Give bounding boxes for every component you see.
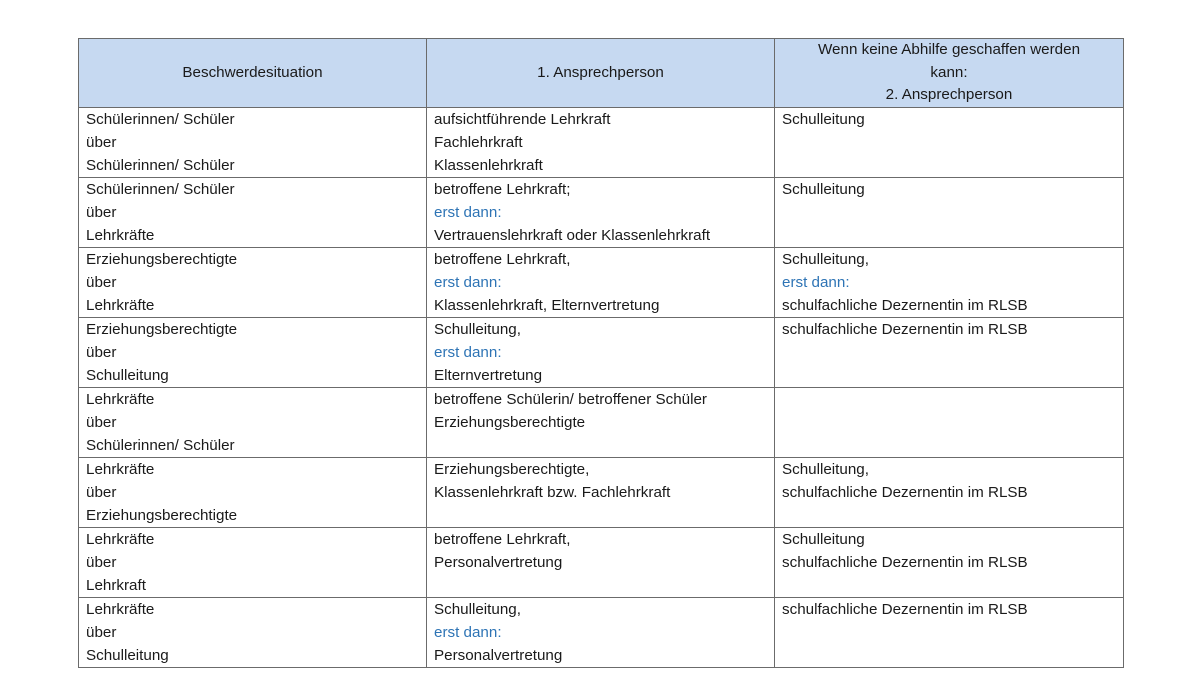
table-row	[79, 318, 1124, 388]
cell-line: betroffene Lehrkraft;	[434, 181, 571, 198]
cell-line: Schulleitung	[86, 367, 169, 384]
cell-line: Klassenlehrkraft bzw. Fachlehrkraft	[434, 484, 671, 501]
complaint-contacts-table	[78, 38, 1124, 668]
cell-line: schulfachliche Dezernentin im RLSB	[782, 601, 1028, 618]
second-contact-cell	[775, 178, 1124, 248]
table-row	[79, 388, 1124, 458]
cell-line: Erziehungsberechtigte	[86, 251, 238, 268]
cell-line: Lehrkräfte	[86, 461, 155, 478]
cell-line: betroffene Lehrkraft,	[434, 251, 571, 268]
first-contact-cell	[427, 598, 775, 668]
table-header-row	[79, 39, 1124, 108]
cell-line: über	[86, 204, 117, 221]
complaint-situation-cell	[79, 388, 427, 458]
followup-label: erst dann:	[434, 624, 502, 641]
cell-line: Lehrkräfte	[86, 531, 155, 548]
table-row	[79, 248, 1124, 318]
cell-line: Schülerinnen/ Schüler	[86, 437, 235, 454]
table-row	[79, 528, 1124, 598]
first-contact-cell	[427, 528, 775, 598]
cell-line: betroffene Schülerin/ betroffener Schüler	[434, 391, 707, 408]
cell-line: Schulleitung,	[782, 251, 869, 268]
cell-line: Schulleitung	[86, 647, 169, 664]
cell-line: Schülerinnen/ Schüler	[86, 111, 235, 128]
table-row	[79, 458, 1124, 528]
complaint-situation-cell	[79, 178, 427, 248]
cell-line: Klassenlehrkraft, Elternvertretung	[434, 297, 660, 314]
table-row	[79, 108, 1124, 178]
first-contact-cell	[427, 388, 775, 458]
cell-line: Personalvertretung	[434, 647, 563, 664]
cell-line: über	[86, 344, 117, 361]
cell-line: Lehrkräfte	[86, 601, 155, 618]
cell-line: über	[86, 624, 117, 641]
complaint-situation-cell	[79, 528, 427, 598]
header-line: kann:	[930, 63, 968, 81]
cell-line: Personalvertretung	[434, 554, 563, 571]
cell-line: Schülerinnen/ Schüler	[86, 181, 235, 198]
header-second-contact	[775, 39, 1124, 108]
cell-line: schulfachliche Dezernentin im RLSB	[782, 297, 1028, 314]
cell-line: Lehrkräfte	[86, 391, 155, 408]
first-contact-cell	[427, 318, 775, 388]
cell-line: über	[86, 414, 117, 431]
cell-line: Fachlehrkraft	[434, 134, 523, 151]
cell-line: Schulleitung,	[782, 461, 869, 478]
cell-line: über	[86, 134, 117, 151]
second-contact-cell	[775, 528, 1124, 598]
complaint-situation-cell	[79, 248, 427, 318]
complaint-situation-cell	[79, 318, 427, 388]
followup-label: erst dann:	[434, 204, 502, 221]
cell-line: Elternvertretung	[434, 367, 543, 384]
cell-line: Schulleitung,	[434, 601, 521, 618]
cell-line: Vertrauenslehrkraft oder Klassenlehrkraft	[434, 227, 711, 244]
cell-line: über	[86, 484, 117, 501]
cell-line: Lehrkräfte	[86, 297, 155, 314]
cell-line: Schulleitung,	[434, 321, 521, 338]
second-contact-cell	[775, 598, 1124, 668]
second-contact-cell	[775, 388, 1124, 458]
header-line: 2. Ansprechperson	[885, 86, 1013, 104]
header-line: 1. Ansprechperson	[537, 63, 664, 81]
first-contact-cell	[427, 178, 775, 248]
cell-line: Schulleitung	[782, 531, 865, 548]
cell-line: betroffene Lehrkraft,	[434, 531, 571, 548]
cell-line: schulfachliche Dezernentin im RLSB	[782, 484, 1028, 501]
cell-line: Lehrkraft	[86, 577, 146, 594]
cell-line: Klassenlehrkraft	[434, 157, 543, 174]
complaint-situation-cell	[79, 598, 427, 668]
first-contact-cell	[427, 458, 775, 528]
followup-label: erst dann:	[782, 274, 850, 291]
followup-label: erst dann:	[434, 344, 502, 361]
first-contact-cell	[427, 248, 775, 318]
complaint-situation-cell	[79, 458, 427, 528]
cell-line: über	[86, 554, 117, 571]
second-contact-cell	[775, 318, 1124, 388]
first-contact-cell	[427, 108, 775, 178]
followup-label: erst dann:	[434, 274, 502, 291]
header-line: Wenn keine Abhilfe geschaffen werden	[817, 41, 1081, 59]
cell-line: über	[86, 274, 117, 291]
cell-line: schulfachliche Dezernentin im RLSB	[782, 321, 1028, 338]
header-complaint-situation	[79, 39, 427, 108]
header-line: Beschwerdesituation	[182, 63, 323, 81]
cell-line: Erziehungsberechtigte	[434, 414, 586, 431]
table-row	[79, 178, 1124, 248]
cell-line: Schulleitung	[782, 111, 865, 128]
cell-line: Lehrkräfte	[86, 227, 155, 244]
cell-line: Erziehungsberechtigte	[86, 321, 238, 338]
second-contact-cell	[775, 108, 1124, 178]
header-first-contact	[427, 39, 775, 108]
cell-line: Schülerinnen/ Schüler	[86, 157, 235, 174]
table-body	[79, 108, 1124, 668]
second-contact-cell	[775, 458, 1124, 528]
table-row	[79, 598, 1124, 668]
cell-line: Erziehungsberechtigte,	[434, 461, 590, 478]
cell-line: schulfachliche Dezernentin im RLSB	[782, 554, 1028, 571]
second-contact-cell	[775, 248, 1124, 318]
cell-line: Schulleitung	[782, 181, 865, 198]
complaint-situation-cell	[79, 108, 427, 178]
cell-line: Erziehungsberechtigte	[86, 507, 238, 524]
cell-line: aufsichtführende Lehrkraft	[434, 111, 611, 128]
